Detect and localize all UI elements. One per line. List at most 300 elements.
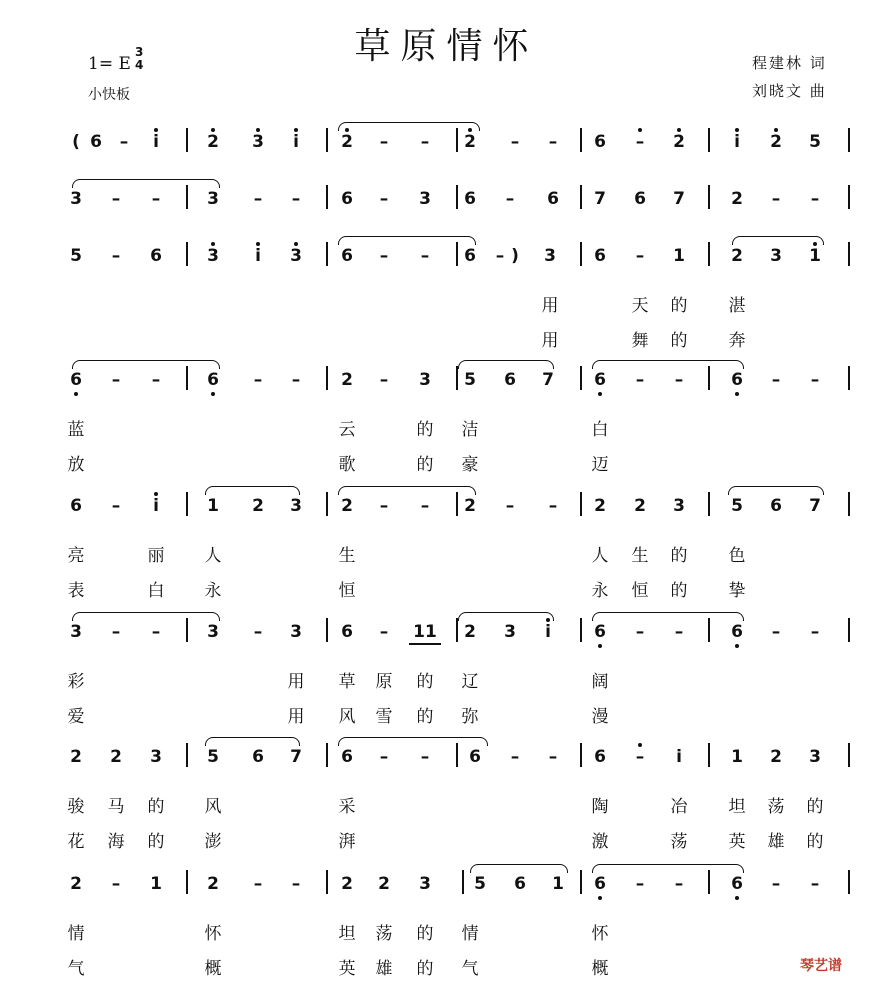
note: 2 — [207, 874, 219, 894]
lyric-verse1: 人 — [591, 546, 609, 566]
bar-line — [848, 870, 850, 894]
note: – — [379, 747, 389, 767]
note: 6 — [594, 747, 606, 767]
note: – — [505, 496, 515, 516]
note: – — [379, 370, 389, 390]
note: – — [548, 496, 558, 516]
octave-dot-high — [294, 242, 298, 246]
lyric-verse1: 荡 — [375, 924, 393, 944]
lyric-verse2: 挚 — [728, 581, 746, 601]
octave-dot-high — [677, 128, 681, 132]
note: – — [635, 874, 645, 894]
bar-line — [326, 366, 328, 390]
lyric-verse1: 湛 — [728, 296, 746, 316]
note: 6 — [731, 622, 743, 642]
note: 3 — [207, 189, 219, 209]
note: – — [548, 132, 558, 152]
note: 6 — [634, 189, 646, 209]
note: – — [379, 622, 389, 642]
time-signature — [135, 46, 143, 72]
bar-line — [848, 242, 850, 266]
bar-line — [326, 492, 328, 516]
lyric-verse2: 恒 — [631, 581, 649, 601]
lyric-verse1: 坦 — [338, 924, 356, 944]
slur — [205, 486, 300, 495]
note: 2 — [341, 132, 353, 152]
note: 3 — [290, 622, 302, 642]
note: – — [253, 874, 263, 894]
lyric-verse1: 采 — [338, 797, 356, 817]
lyric-verse1: 冶 — [670, 797, 688, 817]
note: – — [420, 496, 430, 516]
note: 3 — [207, 622, 219, 642]
note: 6 — [594, 370, 606, 390]
time-signature-top: 3 — [135, 45, 144, 59]
bar-line — [456, 743, 458, 767]
octave-dot-low — [735, 644, 739, 648]
bar-line — [708, 618, 710, 642]
bar-line — [462, 870, 464, 894]
note: 6 — [464, 189, 476, 209]
bar-line — [708, 743, 710, 767]
note: 5 — [731, 496, 743, 516]
lyric-verse1: 风 — [204, 797, 222, 817]
octave-dot-low — [735, 392, 739, 396]
time-signature-bottom: 4 — [135, 58, 144, 72]
lyric-verse1: 天 — [631, 296, 649, 316]
note: 6 — [594, 132, 606, 152]
lyric-verse2: 豪 — [461, 455, 479, 475]
note: 5 — [70, 246, 82, 266]
note: 6 — [207, 370, 219, 390]
lyric-verse2: 的 — [416, 959, 434, 979]
song-title: 草原情怀 — [354, 26, 539, 67]
note: 6 — [252, 747, 264, 767]
lyric-verse2: 的 — [147, 832, 165, 852]
lyric-verse2: 的 — [416, 707, 434, 727]
note: 3 — [419, 874, 431, 894]
note: 6 — [150, 246, 162, 266]
note: – — [635, 747, 645, 767]
note: 5 — [474, 874, 486, 894]
lyric-verse2: 概 — [591, 959, 609, 979]
bar-line — [580, 618, 582, 642]
note: – — [635, 622, 645, 642]
lyric-verse1: 情 — [461, 924, 479, 944]
note: – — [151, 622, 161, 642]
octave-dot-high — [256, 242, 260, 246]
lyric-verse2: 的 — [416, 455, 434, 475]
note: 2 — [634, 496, 646, 516]
note: – — [548, 747, 558, 767]
lyric-verse1: 的 — [147, 797, 165, 817]
note: – — [253, 189, 263, 209]
note: 6 — [90, 132, 102, 152]
bar-line — [456, 128, 458, 152]
bar-line — [580, 492, 582, 516]
bar-line — [326, 185, 328, 209]
lyric-verse2: 英 — [338, 959, 356, 979]
lyric-verse2: 海 — [107, 832, 125, 852]
note: – — [253, 622, 263, 642]
note: 3 — [419, 370, 431, 390]
note: – — [771, 370, 781, 390]
lyric-verse2: 荡 — [670, 832, 688, 852]
lyric-verse1: 彩 — [67, 672, 85, 692]
lyric-verse1: 色 — [728, 546, 746, 566]
note: i — [545, 622, 551, 642]
note: 2 — [673, 132, 685, 152]
lyric-verse1: 生 — [338, 546, 356, 566]
note: – — [379, 246, 389, 266]
note: 6 — [341, 747, 353, 767]
bar-line — [848, 618, 850, 642]
note: i — [153, 496, 159, 516]
lyric-verse2: 澎 — [204, 832, 222, 852]
bar-line — [580, 743, 582, 767]
bar-line — [326, 618, 328, 642]
lyric-verse1: 的 — [416, 672, 434, 692]
note: 6 — [594, 874, 606, 894]
note: 6 — [341, 189, 353, 209]
note: – — [111, 496, 121, 516]
note: – — [674, 874, 684, 894]
note: – — [253, 370, 263, 390]
octave-dot-high — [256, 128, 260, 132]
lyric-verse1: 阔 — [591, 672, 609, 692]
bar-line — [848, 128, 850, 152]
note: – — [420, 246, 430, 266]
note: 3 — [419, 189, 431, 209]
bar-line — [580, 242, 582, 266]
note: 1 — [552, 874, 564, 894]
lyric-verse1: 云 — [338, 420, 356, 440]
lyric-verse2: 永 — [204, 581, 222, 601]
slur — [72, 179, 220, 188]
bar-line — [580, 870, 582, 894]
bar-line — [708, 185, 710, 209]
note: 3 — [544, 246, 556, 266]
note: – — [674, 622, 684, 642]
note: 6 — [469, 747, 481, 767]
note: – — [810, 874, 820, 894]
note: 2 — [731, 246, 743, 266]
note: 7 — [809, 496, 821, 516]
note: 2 — [464, 132, 476, 152]
lyric-verse1: 的 — [670, 296, 688, 316]
note: – — [379, 496, 389, 516]
lyric-verse2: 漫 — [591, 707, 609, 727]
octave-dot-high — [154, 492, 158, 496]
slur — [338, 486, 476, 495]
lyric-verse1: 洁 — [461, 420, 479, 440]
note: – — [291, 874, 301, 894]
note: 2 — [110, 747, 122, 767]
note: 3 — [150, 747, 162, 767]
note: 2 — [341, 370, 353, 390]
note: i — [153, 132, 159, 152]
slur — [338, 737, 488, 746]
note: – — [111, 246, 121, 266]
note: 6 — [731, 370, 743, 390]
lyric-verse1: 骏 — [67, 797, 85, 817]
note: 7 — [290, 747, 302, 767]
slur — [338, 236, 476, 245]
octave-dot-low — [211, 392, 215, 396]
note: 6 — [341, 622, 353, 642]
bar-line — [848, 185, 850, 209]
bar-line — [456, 366, 458, 390]
lyric-verse2: 弥 — [461, 707, 479, 727]
bar-line — [848, 743, 850, 767]
bar-line — [186, 618, 188, 642]
note: – — [379, 189, 389, 209]
lyric-verse1: 荡 — [767, 797, 785, 817]
octave-dot-high — [211, 242, 215, 246]
tempo-marking: 小快板 — [88, 87, 130, 103]
site-logo: 琴艺谱 — [800, 958, 842, 974]
lyric-verse1: 马 — [107, 797, 125, 817]
note: 1 — [150, 874, 162, 894]
note: ) — [511, 246, 519, 266]
lyric-verse2: 花 — [67, 832, 85, 852]
bar-line — [456, 242, 458, 266]
note: – — [635, 246, 645, 266]
octave-dot-high — [813, 242, 817, 246]
bar-line — [326, 128, 328, 152]
note: 7 — [542, 370, 554, 390]
lyric-verse2: 奔 — [728, 331, 746, 351]
note: i — [255, 246, 261, 266]
note: 2 — [341, 496, 353, 516]
note: 3 — [770, 246, 782, 266]
bar-line — [708, 366, 710, 390]
bar-line — [580, 185, 582, 209]
note: 2 — [70, 747, 82, 767]
lyric-verse1: 用 — [541, 296, 559, 316]
slur — [72, 612, 220, 621]
octave-dot-high — [345, 128, 349, 132]
lyric-verse2: 风 — [338, 707, 356, 727]
lyric-verse2: 用 — [541, 331, 559, 351]
lyric-verse1: 蓝 — [67, 420, 85, 440]
lyric-verse1: 怀 — [591, 924, 609, 944]
lyric-verse2: 雪 — [375, 707, 393, 727]
note: – — [111, 874, 121, 894]
lyric-verse1: 怀 — [204, 924, 222, 944]
note: 2 — [594, 496, 606, 516]
lyric-verse2: 湃 — [338, 832, 356, 852]
lyric-verse2: 雄 — [375, 959, 393, 979]
lyric-verse2: 白 — [147, 581, 165, 601]
note: – — [495, 246, 505, 266]
bar-line — [186, 242, 188, 266]
lyric-verse1: 原 — [375, 672, 393, 692]
note: 3 — [70, 622, 82, 642]
lyric-verse1: 生 — [631, 546, 649, 566]
bar-line — [326, 870, 328, 894]
lyric-verse1: 草 — [338, 672, 356, 692]
note: 6 — [464, 246, 476, 266]
note: – — [810, 370, 820, 390]
octave-dot-low — [74, 392, 78, 396]
note: 5 — [464, 370, 476, 390]
bar-line — [580, 366, 582, 390]
lyric-verse2: 表 — [67, 581, 85, 601]
bar-line — [708, 128, 710, 152]
note: – — [111, 370, 121, 390]
lyric-verse1: 陶 — [591, 797, 609, 817]
note: 3 — [70, 189, 82, 209]
note: 2 — [731, 189, 743, 209]
slur — [72, 360, 220, 369]
key-signature: 1= E — [88, 54, 131, 74]
note: 6 — [547, 189, 559, 209]
octave-dot-high — [546, 618, 550, 622]
note: 2 — [464, 496, 476, 516]
bar-line — [186, 743, 188, 767]
bar-line — [456, 618, 458, 642]
note: 11 — [413, 622, 437, 642]
lyric-verse1: 人 — [204, 546, 222, 566]
note: i — [293, 132, 299, 152]
note: 2 — [378, 874, 390, 894]
lyric-verse2: 的 — [806, 832, 824, 852]
lyric-verse1: 的 — [416, 420, 434, 440]
note: 6 — [770, 496, 782, 516]
note: 6 — [514, 874, 526, 894]
lyric-verse1: 的 — [806, 797, 824, 817]
note: – — [771, 874, 781, 894]
bar-line — [580, 128, 582, 152]
lyric-verse1: 坦 — [728, 797, 746, 817]
bar-line — [186, 366, 188, 390]
lyric-verse1: 丽 — [147, 546, 165, 566]
lyric-verse2: 的 — [670, 581, 688, 601]
note: 2 — [464, 622, 476, 642]
lyric-verse1: 的 — [416, 924, 434, 944]
note: – — [420, 132, 430, 152]
octave-dot-high — [211, 128, 215, 132]
note: 3 — [207, 246, 219, 266]
lyric-verse2: 歌 — [338, 455, 356, 475]
note: 7 — [673, 189, 685, 209]
note: ( — [72, 132, 80, 152]
octave-dot-low — [598, 392, 602, 396]
slur — [728, 486, 824, 495]
note: 2 — [252, 496, 264, 516]
note: 1 — [207, 496, 219, 516]
lyric-verse2: 恒 — [338, 581, 356, 601]
slur — [592, 864, 744, 873]
bar-line — [326, 242, 328, 266]
slur — [470, 864, 568, 873]
lyric-verse2: 概 — [204, 959, 222, 979]
lyric-verse1: 的 — [670, 546, 688, 566]
lyric-verse2: 雄 — [767, 832, 785, 852]
lyric-verse1: 用 — [287, 672, 305, 692]
octave-dot-high — [468, 128, 472, 132]
note: – — [810, 622, 820, 642]
lyric-verse2: 英 — [728, 832, 746, 852]
note: – — [291, 189, 301, 209]
note: 3 — [290, 496, 302, 516]
note: – — [510, 747, 520, 767]
note: – — [771, 189, 781, 209]
note: 2 — [341, 874, 353, 894]
note: – — [505, 189, 515, 209]
octave-dot-high — [735, 128, 739, 132]
slur — [458, 612, 554, 621]
slur — [205, 737, 300, 746]
note: 6 — [594, 622, 606, 642]
slur — [732, 236, 824, 245]
note: 6 — [504, 370, 516, 390]
bar-line — [326, 743, 328, 767]
lyric-verse1: 白 — [591, 420, 609, 440]
bar-line — [456, 185, 458, 209]
lyric-verse2: 迈 — [591, 455, 609, 475]
lyric-verse2: 永 — [591, 581, 609, 601]
note: 6 — [70, 370, 82, 390]
note: – — [635, 132, 645, 152]
bar-line — [848, 492, 850, 516]
lyricist-credit: 程建林 词 — [752, 54, 827, 72]
note: – — [420, 747, 430, 767]
note: 1 — [809, 246, 821, 266]
lyric-verse2: 的 — [670, 331, 688, 351]
slur — [592, 360, 744, 369]
note: 6 — [731, 874, 743, 894]
note: – — [510, 132, 520, 152]
note: 5 — [809, 132, 821, 152]
composer-credit: 刘晓文 曲 — [752, 82, 827, 100]
note: i — [676, 747, 682, 767]
note: 3 — [673, 496, 685, 516]
note: 6 — [70, 496, 82, 516]
lyric-verse2: 激 — [591, 832, 609, 852]
bar-line — [186, 870, 188, 894]
note: – — [151, 370, 161, 390]
octave-dot-low — [598, 644, 602, 648]
slur — [338, 122, 480, 131]
note: 7 — [594, 189, 606, 209]
note: – — [635, 370, 645, 390]
note: i — [734, 132, 740, 152]
bar-line — [708, 492, 710, 516]
note: 1 — [731, 747, 743, 767]
octave-dot-high — [774, 128, 778, 132]
lyric-verse2: 气 — [67, 959, 85, 979]
bar-line — [456, 492, 458, 516]
note: 3 — [252, 132, 264, 152]
slur — [592, 612, 744, 621]
lyric-verse2: 放 — [67, 455, 85, 475]
note: 2 — [770, 747, 782, 767]
lyric-verse2: 爱 — [67, 707, 85, 727]
note: 2 — [770, 132, 782, 152]
lyric-verse2: 舞 — [631, 331, 649, 351]
octave-dot-high — [638, 743, 642, 747]
note: – — [379, 132, 389, 152]
note: 2 — [207, 132, 219, 152]
lyric-verse2: 气 — [461, 959, 479, 979]
lyric-verse1: 亮 — [67, 546, 85, 566]
note: 6 — [341, 246, 353, 266]
octave-dot-low — [735, 896, 739, 900]
note: – — [674, 370, 684, 390]
bar-line — [186, 128, 188, 152]
